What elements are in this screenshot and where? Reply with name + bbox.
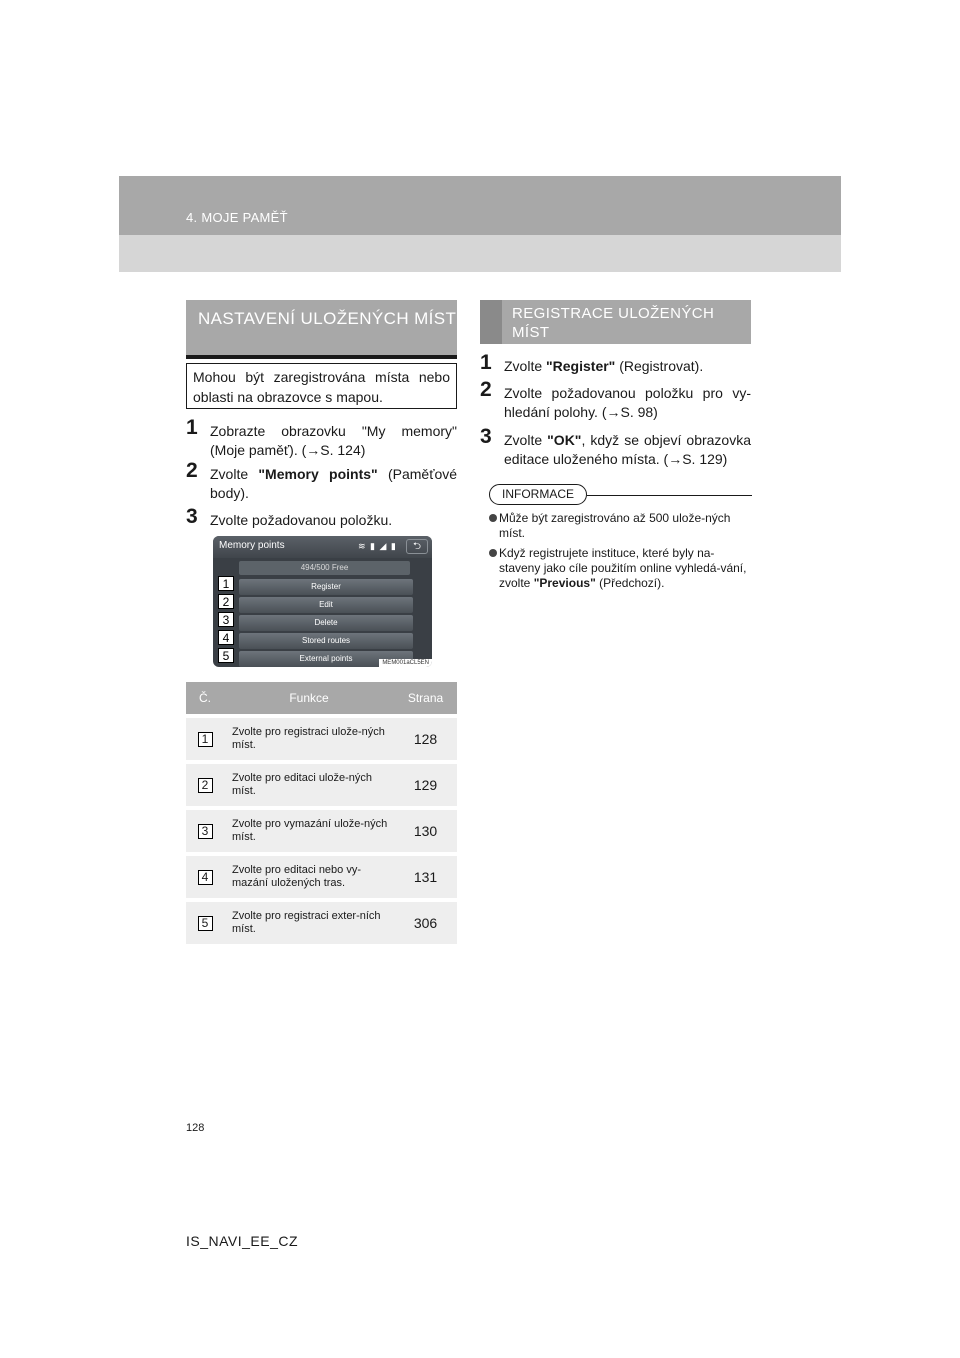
step-1: [186, 416, 457, 460]
row-function: Zvolte pro editaci nebo vy-mazání uložených tras.: [224, 852, 394, 898]
info-label: INFORMACE: [489, 484, 587, 505]
step-number: 3: [186, 505, 198, 528]
callout-badge: 5: [218, 648, 234, 663]
row-page: 129: [394, 760, 457, 806]
stored-routes-button[interactable]: Stored routes: [239, 633, 413, 649]
table-row: [186, 898, 457, 944]
bullet-icon: [489, 514, 497, 522]
step-2: [480, 378, 751, 422]
row-function: Zvolte pro editaci ulože-ných míst.: [224, 760, 394, 806]
step-2: [186, 459, 458, 503]
callout-badge: 3: [218, 612, 234, 627]
info-bullet: Když registrujete instituce, které byly na-staveny jako cíle použitím online vyhledá-vání, zvolte "Previous" (Předchozí).: [489, 546, 751, 591]
register-button[interactable]: Register: [239, 579, 413, 595]
row-function: Zvolte pro registraci ulože-ných míst.: [224, 714, 394, 760]
table-row: [186, 714, 457, 760]
table-row: [186, 852, 457, 898]
section-heading-registration: REGISTRACE ULOŽENÝCH MÍST: [480, 300, 751, 344]
row-page: 131: [394, 852, 457, 898]
bullet-icon: [489, 549, 497, 557]
step-text: Zvolte požadovanou položku pro vy-hledání polohy. (→S. 98): [504, 385, 751, 420]
col-header-page: Strana: [394, 682, 457, 714]
step-text: Zvolte "Memory points" (Paměťové body).: [210, 466, 458, 501]
step-text: Zvolte "Register" (Registrovat).: [504, 358, 704, 374]
document-code: IS_NAVI_EE_CZ: [186, 1233, 299, 1249]
step-number: 1: [480, 351, 492, 374]
row-page: 306: [394, 898, 457, 944]
row-page: 130: [394, 806, 457, 852]
col-header-number: Č.: [186, 682, 224, 714]
step-number: 2: [186, 459, 198, 482]
step-text: Zvolte "OK", když se objeví obrazovka editace uloženého místa. (→S. 129): [504, 432, 751, 467]
row-page: 128: [394, 714, 457, 760]
col-header-function: Funkce: [224, 682, 394, 714]
screen-title: Memory points: [219, 540, 285, 551]
row-number: 3: [198, 824, 213, 839]
step-number: 3: [480, 425, 492, 448]
row-number: 2: [198, 778, 213, 793]
callout-badge: 1: [218, 576, 234, 591]
row-number: 5: [198, 916, 213, 931]
callout-badge: 2: [218, 594, 234, 609]
page-number: 128: [186, 1122, 205, 1134]
step-text: Zvolte požadovanou položku.: [210, 512, 393, 528]
edit-button[interactable]: Edit: [239, 597, 413, 613]
header-strip: [119, 176, 841, 235]
intro-text: Mohou být zaregistrována místa nebo oblasti na obrazovce s mapou.: [186, 363, 457, 409]
table-row: [186, 806, 457, 852]
section-heading-settings: NASTAVENÍ ULOŽENÝCH MÍST: [186, 300, 457, 355]
row-function: Zvolte pro vymazání ulože-ných míst.: [224, 806, 394, 852]
table-row: [186, 760, 457, 806]
external-points-button[interactable]: External points: [239, 651, 413, 667]
row-number: 4: [198, 870, 213, 885]
row-number: 1: [198, 732, 213, 747]
image-code: MEM001aCL5EN: [379, 659, 432, 667]
step-1: [480, 351, 751, 376]
callout-badge: 4: [218, 630, 234, 645]
info-bullet: Může být zaregistrováno až 500 ulože-ných míst.: [489, 511, 751, 541]
function-table: [186, 682, 457, 944]
chapter-title: 4. MOJE PAMĚŤ: [186, 210, 288, 225]
step-text: Zobrazte obrazovku "My memory" (Moje paměť). (→S. 124): [210, 423, 457, 458]
back-icon[interactable]: ⮌: [406, 539, 428, 554]
step-number: 2: [480, 378, 492, 401]
status-icons: ≋ ▮ ◢ ▮: [358, 541, 397, 551]
step-3: [480, 425, 751, 469]
delete-button[interactable]: Delete: [239, 615, 413, 631]
memory-points-screen: [213, 536, 432, 667]
step-number: 1: [186, 416, 198, 439]
free-count: 494/500 Free: [239, 561, 410, 575]
step-3: [186, 505, 457, 530]
row-function: Zvolte pro registraci exter-ních míst.: [224, 898, 394, 944]
